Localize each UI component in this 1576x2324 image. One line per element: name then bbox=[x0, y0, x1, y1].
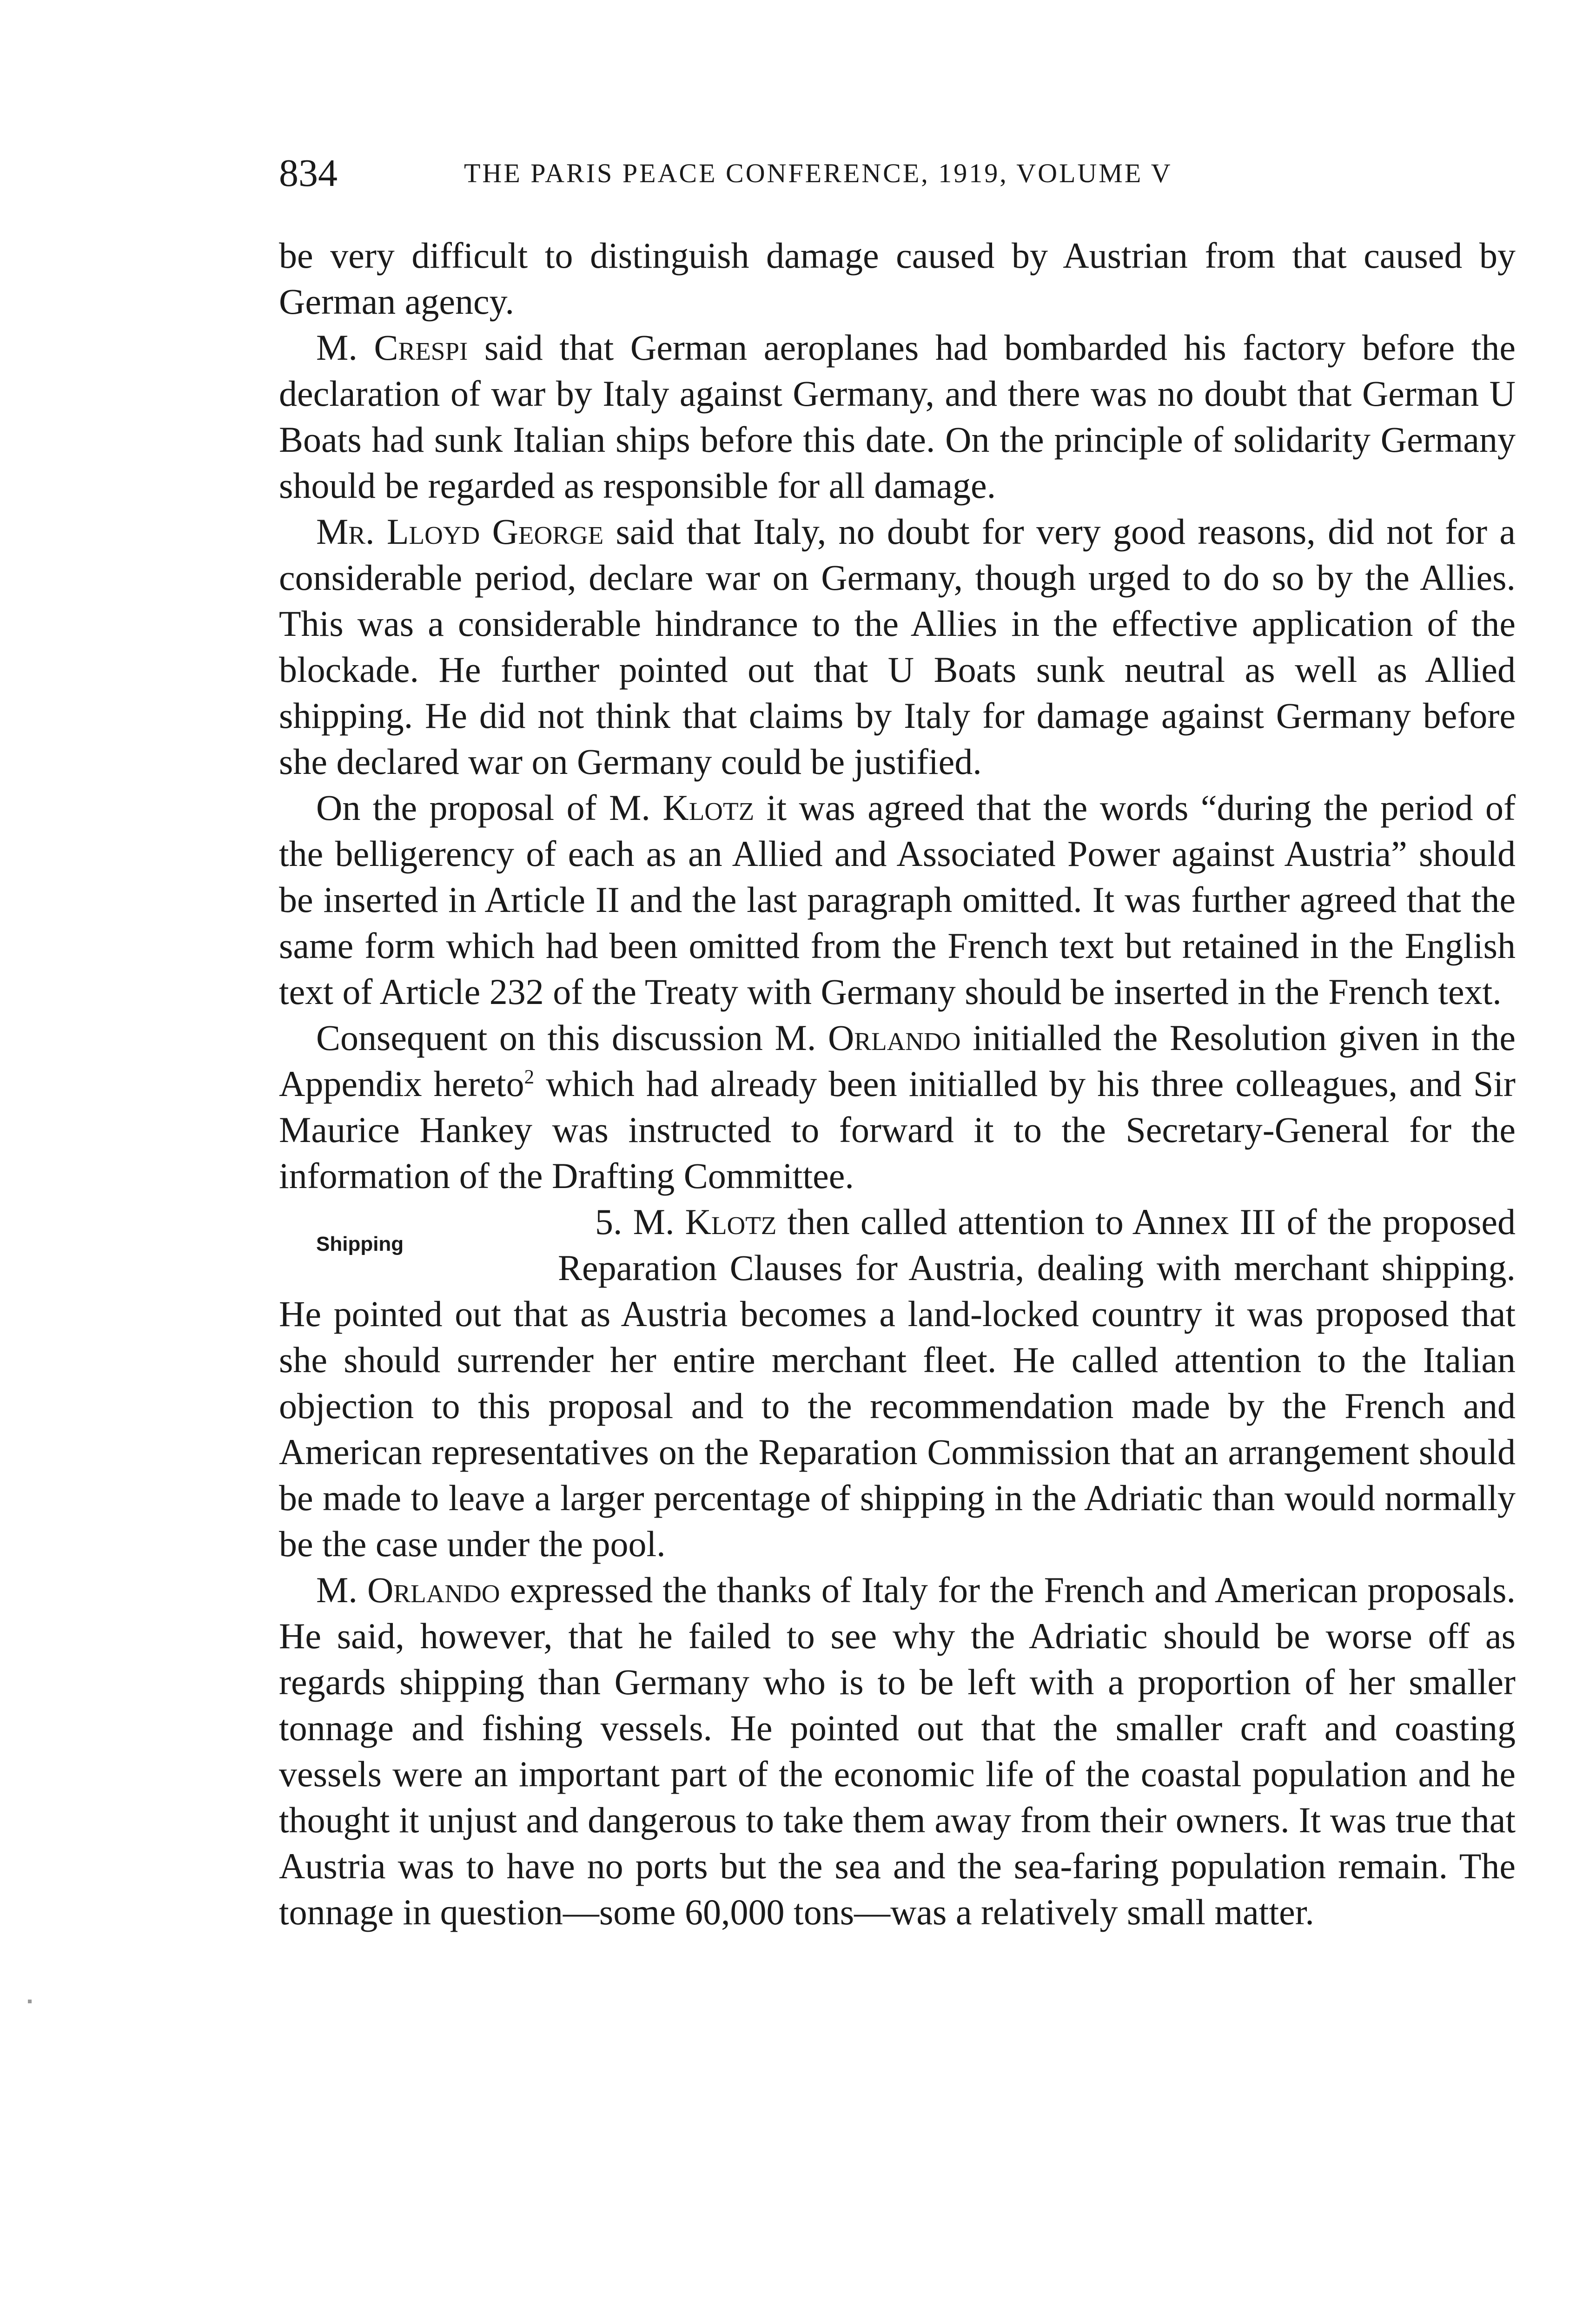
paragraph-orlando-thanks bbox=[279, 1567, 1516, 1935]
footnote-reference: 2 bbox=[524, 1066, 535, 1088]
paragraph-text: On the proposal of M. bbox=[316, 787, 663, 828]
paragraph-text: which had already been initialled by his three colleagues, and Sir Maurice Hankey was instructed to forward it to the Secretary-General for the information of the Drafting Committee. bbox=[279, 1063, 1516, 1196]
paragraph-text: initialled the Resolution given in the Appendix hereto bbox=[279, 1017, 1516, 1104]
paragraph-text: then called attention to Annex III of the proposed Reparation Clauses for Austria, dealing with merchant shipping. He pointed out that as Austria becomes a land-locked country it was proposed that she should surrender her entire merchant fleet. He called attention to the Italian objection to this proposal and to the recommendation made by the French and American representatives on the Reparation Commission that an arrangement should be made to leave a larger percentage of shipping in the Adriatic than would normally be the case under the pool. bbox=[279, 1202, 1516, 1564]
margin-speck bbox=[28, 2000, 32, 2003]
paragraph-text: it was agreed that the words “during the period of the belligerency of each as an Allied and Associated Power against Austria” should be inserted in Article II and the last paragraph omitted. It was further agreed that the same form which had been omitted from the French text but retained in the English text of Article 232 of the Treaty with Germany should be inserted in the French text. bbox=[279, 787, 1516, 1012]
speaker-name: Orlando bbox=[367, 1570, 500, 1610]
running-head: THE PARIS PEACE CONFERENCE, 1919, VOLUME V bbox=[464, 158, 1172, 188]
paragraph-text: expressed the thanks of Italy for the French and American proposals. He said, however, that he failed to see why the Adriatic should be worse off as regards shipping than Germany who is to be left with a proportion of her smaller tonnage and fishing vessels. He pointed out that the smaller craft and coasting vessels were an important part of the economic life of the coastal population and he thought it unjust and dangerous to take them away from their owners. It was true that Austria was to have no ports but the sea and the sea-faring population remain. The tonnage in question—some 60,000 tons—was a relatively small matter. bbox=[279, 1570, 1516, 1932]
paragraph-shipping bbox=[279, 1199, 1516, 1567]
paragraph-lloyd-george bbox=[279, 508, 1516, 785]
page-header bbox=[279, 148, 1516, 199]
speaker-name: M. Crespi bbox=[316, 327, 468, 368]
paragraph-orlando-initialled bbox=[279, 1015, 1516, 1199]
paragraph-klotz-proposal bbox=[279, 785, 1516, 1015]
paragraph-text: Consequent on this discussion M. bbox=[316, 1017, 828, 1058]
body-text bbox=[279, 232, 1516, 1935]
paragraph-text: said that German aeroplanes had bombarded his factory before the declaration of war by Italy against Germany, and there was no doubt that German U Boats had sunk Italian ships before this date. On the principle of solidarity Germany should be regarded as responsible for all damage. bbox=[279, 327, 1516, 506]
speaker-name: Klotz bbox=[685, 1202, 777, 1242]
paragraph-text: 5. M. bbox=[595, 1202, 685, 1242]
paragraph-text: said that Italy, no doubt for very good reasons, did not for a considerable period, declare war on Germany, though urged to do so by the Allies. This was a considerable hindrance to the Allies in the effective application of the blockade. He further pointed out that U Boats sunk neutral as well as Allied shipping. He did not think that claims by Italy for damage against Germany before she declared war on Germany could be justified. bbox=[279, 511, 1516, 782]
speaker-name: Klotz bbox=[662, 787, 755, 828]
paragraph-crespi bbox=[279, 324, 1516, 508]
paragraph-continuation: be very difficult to distinguish damage caused by Austrian from that caused by German agency. bbox=[279, 235, 1516, 322]
speaker-name: Orlando bbox=[828, 1017, 961, 1058]
page-number: 834 bbox=[279, 152, 338, 195]
paragraph-text: M. bbox=[316, 1570, 368, 1610]
speaker-name: Mr. Lloyd George bbox=[316, 511, 604, 552]
sidenote-shipping: Shipping bbox=[316, 1233, 404, 1255]
